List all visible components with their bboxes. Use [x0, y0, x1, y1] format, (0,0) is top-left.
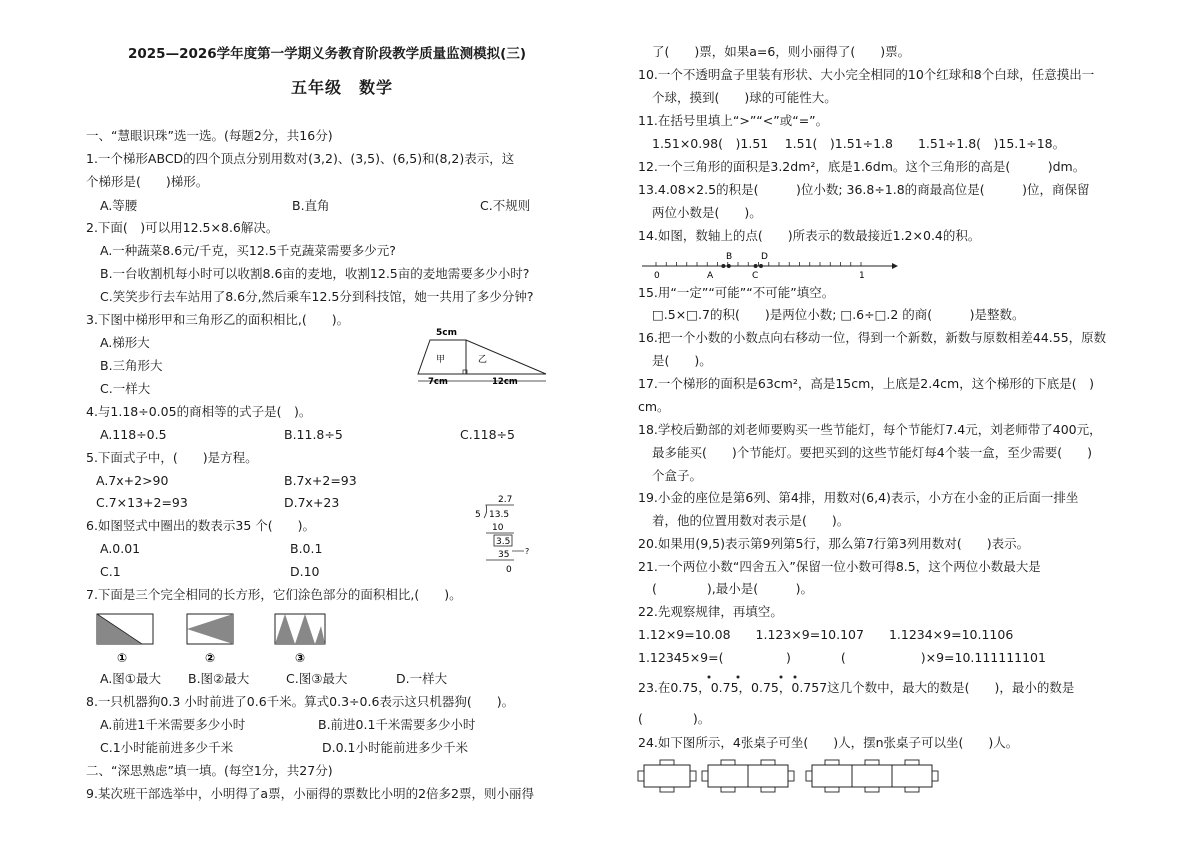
- point-b: [727, 264, 731, 268]
- q4-option-a: A.118÷0.5: [100, 427, 167, 442]
- q8-option-b: B.前进0.1千米需要多少小时: [318, 717, 476, 732]
- point-d: [759, 264, 763, 268]
- q22-pattern-line-1: 1.12×9=10.08 1.123×9=10.107 1.1234×9=10.1106: [638, 627, 1014, 642]
- q2-option-a: A.一种蔬菜8.6元/千克，买12.5千克蔬菜需要多少元?: [100, 243, 396, 258]
- q24-table-group-3: [806, 760, 938, 792]
- q4-option-c: C.118÷5: [460, 427, 515, 442]
- q13-text: 13.4.08×2.5的积是( )位小数; 36.8÷1.8的商最高位是( )位，商保留: [638, 182, 1090, 197]
- q7-option-a: A.图①最大: [100, 671, 162, 686]
- q6-option-a: A.0.01: [100, 541, 141, 556]
- q5-option-c: C.7×13+2=93: [96, 495, 188, 510]
- q12-text: 12.一个三角形的面积是3.2dm²，底是1.6dm。这个三角形的高是( )dm。: [638, 159, 1086, 174]
- q17-text: 17.一个梯形的面积是63cm²，高是15cm，上底是2.4cm，这个梯形的下底是( ): [638, 376, 1094, 391]
- q3-trapezoid-figure: [412, 326, 552, 388]
- q11-comparisons: 1.51×0.98( )1.51 1.51( )1.51÷1.8 1.51÷1.8( )15.1÷18。: [652, 136, 1066, 151]
- q6-quotient: 2.7: [498, 495, 513, 505]
- q3-option-b: B.三角形大: [100, 358, 163, 373]
- point-c: [754, 264, 758, 268]
- q22-text: 22.先观察规律，再填空。: [638, 604, 783, 619]
- exam-title: 2025—2026学年度第一学期义务教育阶段教学质量监测模拟(三): [128, 46, 526, 62]
- q3-fig-label-b: 乙: [478, 355, 488, 365]
- q4-option-b: B.11.8÷5: [284, 427, 343, 442]
- q24-tables-figure: [636, 758, 942, 796]
- q3-fig-top-label: 5cm: [436, 328, 457, 338]
- q6-row-4: 0: [506, 565, 512, 575]
- q16-text: 16.把一个小数的小数点向右移动一位，得到一个新数，新数与原数相差44.55，原数: [638, 330, 1107, 345]
- q16-text-cont: 是( )。: [652, 353, 712, 368]
- q6-row-2: 3.5: [496, 537, 511, 547]
- q14-text: 14.如图，数轴上的点( )所表示的数最接近1.2×0.4的积。: [638, 228, 981, 243]
- exam-subtitle: 五年级 数学: [291, 78, 394, 97]
- q18-text-cont-2: 个盒子。: [652, 468, 703, 483]
- q10-text-cont: 个球，摸到( )球的可能性大。: [652, 90, 837, 105]
- q7-rectangle-2: [187, 614, 233, 665]
- q5-text: 5.下面式子中，( )是方程。: [86, 450, 258, 465]
- q7-label-3: ③: [295, 651, 306, 665]
- q1-text-cont: 个梯形是( )梯形。: [86, 174, 209, 189]
- q9-text-cont: 了( )票，如果a=6，则小丽得了( )票。: [652, 44, 911, 59]
- point-a: [721, 264, 725, 268]
- q18-text: 18.学校后勤部的刘老师要购买一些节能灯，每个节能灯7.4元，刘老师带了400元，: [638, 422, 1102, 437]
- q3-text: 3.下图中梯形甲和三角形乙的面积相比,( )。: [86, 312, 350, 327]
- q6-question-mark: ?: [525, 547, 530, 556]
- q10-text: 10.一个不透明盒子里装有形状、大小完全相同的10个红球和8个白球，任意摸出一: [638, 67, 1095, 82]
- q18-text-cont: 最多能买( )个节能灯。要把买到的这些节能灯每4个装一盒，至少需要( ): [652, 445, 1092, 460]
- numline-label-c: C: [752, 271, 759, 280]
- q8-text: 8.一只机器狗0.3 小时前进了0.6千米。算式0.3÷0.6表示这只机器狗( )。: [86, 694, 515, 709]
- q11-text: 11.在括号里填上“>”“<”或“=”。: [638, 113, 829, 128]
- q6-option-c: C.1: [100, 564, 121, 579]
- q23-text-cont: ( )。: [638, 711, 711, 726]
- q3-option-a: A.梯形大: [100, 335, 150, 350]
- numline-label-d: D: [761, 252, 768, 262]
- q24-table-group-1: [638, 760, 696, 792]
- q7-label-1: ①: [117, 651, 128, 665]
- q5-option-a: A.7x+2>90: [96, 473, 169, 488]
- q4-text: 4.与1.18÷0.05的商相等的式子是( )。: [86, 404, 312, 419]
- q3-fig-right-label: 12cm: [492, 377, 518, 387]
- q3-fig-label-a: 甲: [436, 355, 446, 365]
- q23-repeating-dots: [690, 672, 810, 682]
- q6-option-b: B.0.1: [290, 541, 323, 556]
- q2-text: 2.下面( )可以用12.5×8.6解决。: [86, 220, 279, 235]
- q8-option-d: D.0.1小时能前进多少千米: [322, 740, 468, 755]
- q6-row-3: 35: [498, 550, 510, 560]
- q5-option-d: D.7x+23: [284, 495, 340, 510]
- numline-label-b: B: [726, 252, 733, 262]
- numline-label-a: A: [707, 271, 714, 280]
- q15-text: 15.用“一定”“可能”“不可能”填空。: [638, 285, 835, 300]
- q13-text-cont: 两位小数是( )。: [652, 205, 762, 220]
- q2-option-c: C.笑笑步行去车站用了8.6分,然后乘车12.5分到科技馆，她一共用了多少分钟?: [100, 289, 534, 304]
- q7-text: 7.下面是三个完全相同的长方形，它们涂色部分的面积相比,( )。: [86, 587, 462, 602]
- q15-text-cont: □.5×□.7的积( )是两位小数; □.6÷□.2 的商( )是整数。: [652, 307, 1025, 322]
- section-2-heading: 二、“深思熟虑”填一填。(每空1分，共27分): [86, 763, 333, 778]
- q8-option-a: A.前进1千米需要多少小时: [100, 717, 246, 732]
- q7-option-b: B.图②最大: [188, 671, 250, 686]
- q1-option-c: C.不规则: [480, 198, 531, 213]
- q14-number-line: [640, 248, 900, 280]
- numline-zero: 0: [654, 271, 660, 280]
- q6-divisor: 5: [475, 510, 481, 520]
- q20-text: 20.如果用(9,5)表示第9列第5行，那么第7行第3列用数对( )表示。: [638, 536, 1030, 551]
- q24-table-group-2: [702, 760, 794, 792]
- q1-option-b: B.直角: [292, 198, 330, 213]
- q6-row-1: 10: [492, 523, 504, 533]
- q6-text: 6.如图竖式中圈出的数表示35 个( )。: [86, 518, 316, 533]
- q7-option-d: D.一样大: [396, 671, 448, 686]
- q5-option-b: B.7x+2=93: [284, 473, 357, 488]
- q19-text: 19.小金的座位是第6列、第4排，用数对(6,4)表示，小方在小金的正后面一排坐: [638, 490, 1079, 505]
- q19-text-cont: 着，他的位置用数对表示是( )。: [652, 513, 850, 528]
- q21-text-cont: ( ),最小是( )。: [652, 581, 813, 596]
- q7-rectangle-1: [97, 614, 153, 665]
- q6-dividend: 13.5: [489, 510, 510, 520]
- q24-text: 24.如下图所示，4张桌子可坐( )人，摆n张桌子可以坐( )人。: [638, 735, 1019, 750]
- q2-option-b: B.一台收割机每小时可以收割8.6亩的麦地，收割12.5亩的麦地需要多少小时?: [100, 266, 530, 281]
- q9-text: 9.某次班干部选举中，小明得了a票，小丽得的票数比小明的2倍多2票，则小丽得: [86, 786, 534, 801]
- q23-text: 23.在0.75，0.75，0.75，0.757这几个数中，最大的数是( )，最小的数是: [638, 680, 1075, 695]
- q7-rectangle-3: [275, 614, 325, 665]
- numline-one: 1: [859, 271, 865, 280]
- q6-option-d: D.10: [290, 564, 320, 579]
- q1-text: 1.一个梯形ABCD的四个顶点分别用数对(3,2)、(3,5)、(6,5)和(8,2)表示，这: [86, 151, 515, 166]
- q3-fig-left-label: 7cm: [428, 377, 448, 387]
- q17-text-cont: cm。: [638, 399, 670, 414]
- section-1-heading: 一、“慧眼识珠”选一选。(每题2分，共16分): [86, 128, 333, 143]
- q3-option-c: C.一样大: [100, 381, 151, 396]
- q8-option-c: C.1小时能前进多少千米: [100, 740, 234, 755]
- q7-option-c: C.图③最大: [286, 671, 348, 686]
- q1-option-a: A.等腰: [100, 198, 138, 213]
- q22-pattern-line-2: 1.12345×9=( ) ( )×9=10.111111101: [638, 650, 1046, 665]
- q7-label-2: ②: [205, 651, 216, 665]
- q6-long-division-figure: [472, 492, 542, 576]
- q21-text: 21.一个两位小数“四舍五入”保留一位小数可得8.5，这个两位小数最大是: [638, 559, 1041, 574]
- q7-rectangles-figure: [92, 610, 362, 666]
